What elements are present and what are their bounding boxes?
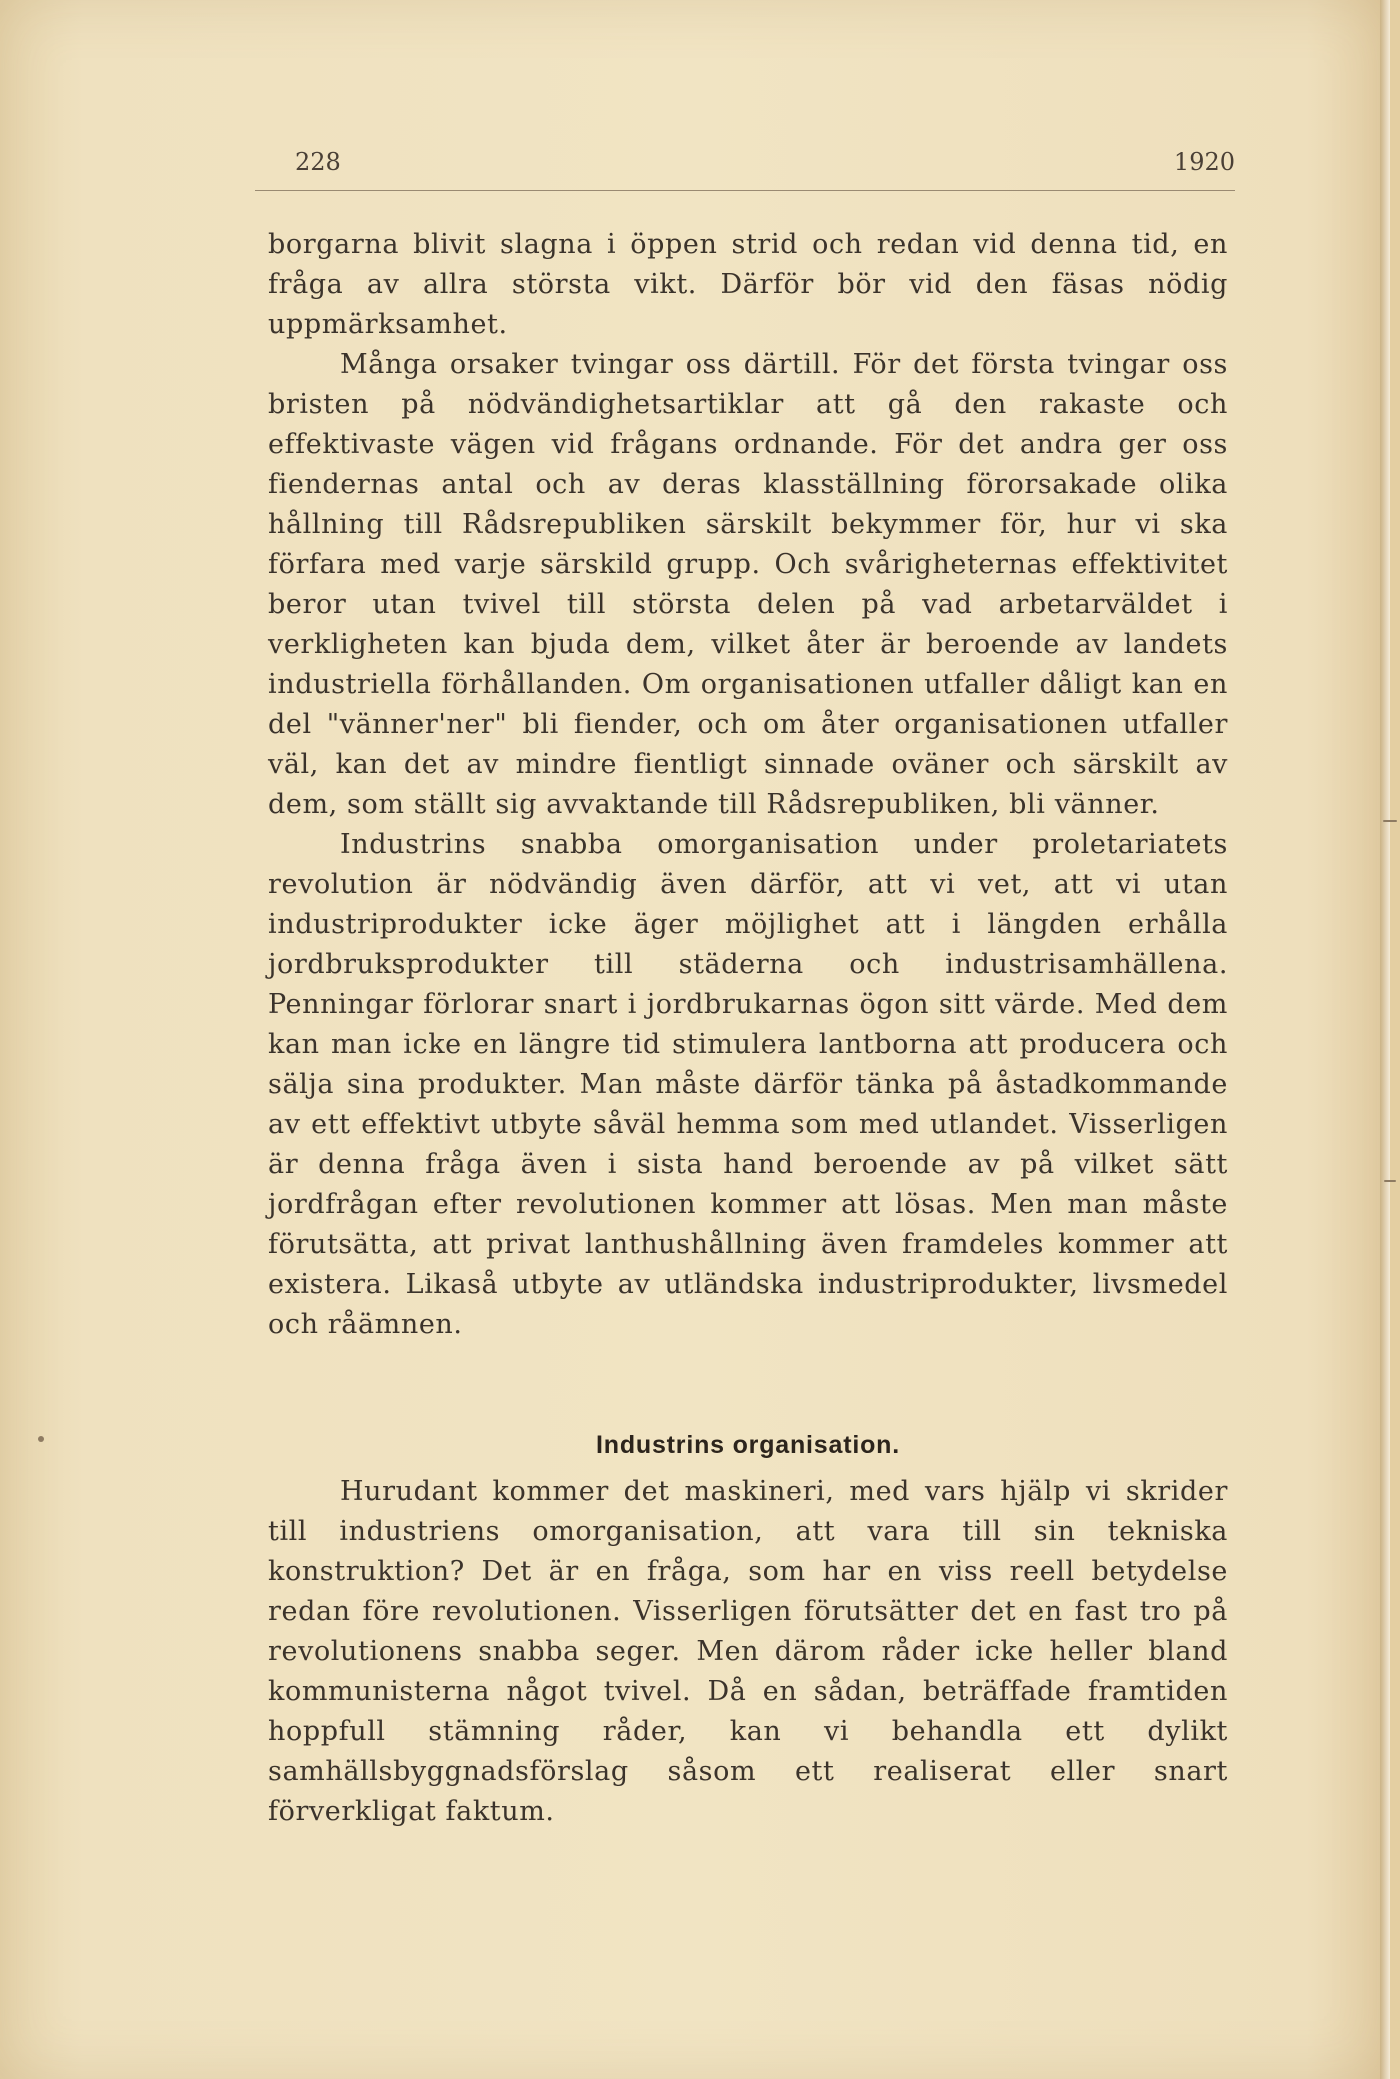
paragraph: Hurudant kommer det maskineri, med vars hjälp vi skrider till industriens omorganisation, att vara till sin tekniska konstruktion? Det är en fråga, som har en viss reell betydelse redan före revolutionen. Visserligen förutsätter det en fast tro på revolutionens snabba seger. Men därom råder icke heller bland kommunisterna något tvivel. Då en sådan, beträffade framtiden hoppfull stämning råder, kan vi behandla ett dylikt samhällsbyggnadsförslag såsom ett realiserat eller snart förverkligat faktum.	[268, 1476, 1228, 1827]
paper-speck	[38, 1436, 44, 1442]
section-heading: Industrins organisation.	[596, 1431, 900, 1459]
paper-mark	[1384, 1180, 1396, 1182]
body-text	[268, 225, 1228, 1832]
page-number: 228	[295, 148, 341, 176]
paragraph: Industrins snabba omorganisation under proletariatets revolution är nödvändig även därför, att vi vet, att vi utan industriprodukter icke äger möjlighet att i längden erhålla jordbruksprodukter till städerna och industrisamhällena. Penningar förlorar snart i jordbrukarnas ögon sitt värde. Med dem kan man icke en längre tid stimulera lantborna att producera och sälja sina produkter. Man måste därför tänka på åstadkommande av ett effektivt utbyte såväl hemma som med utlandet. Visserligen är denna fråga även i sista hand beroende av på vilket sätt jordfrågan efter revolutionen kommer att lösas. Men man måste förutsätta, att privat lanthushållning även framdeles kommer att existera. Likaså utbyte av utländska industriprodukter, livsmedel och råämnen.	[268, 829, 1228, 1340]
paper-mark	[1383, 820, 1397, 822]
running-header	[255, 140, 1235, 191]
paragraph: borgarna blivit slagna i öppen strid och redan vid denna tid, en fråga av allra största vikt. Därför bör vid den fäsas nödig uppmärksamhet.	[268, 229, 1228, 340]
paragraph: Många orsaker tvingar oss därtill. För det första tvingar oss bristen på nödvändighetsartiklar att gå den rakaste och effektivaste vägen vid frågans ordnande. För det andra ger oss fiendernas antal och av deras klasställning förorsakade olika hållning till Rådsrepubliken särskilt bekymmer för, hur vi ska förfara med varje särskild grupp. Och svårigheternas effektivitet beror utan tvivel till största delen på vad arbetarväldet i verkligheten kan bjuda dem, vilket åter är beroende av landets industriella förhållanden. Om organisationen utfaller dåligt kan en del "vänner'ner" bli fiender, och om åter organisationen utfaller väl, kan det av mindre fientligt sinnade oväner och särskilt av dem, som ställt sig avvaktande till Rådsrepubliken, bli vänner.	[268, 349, 1228, 820]
page-edge	[1380, 0, 1390, 2079]
header-year: 1920	[1173, 148, 1235, 176]
